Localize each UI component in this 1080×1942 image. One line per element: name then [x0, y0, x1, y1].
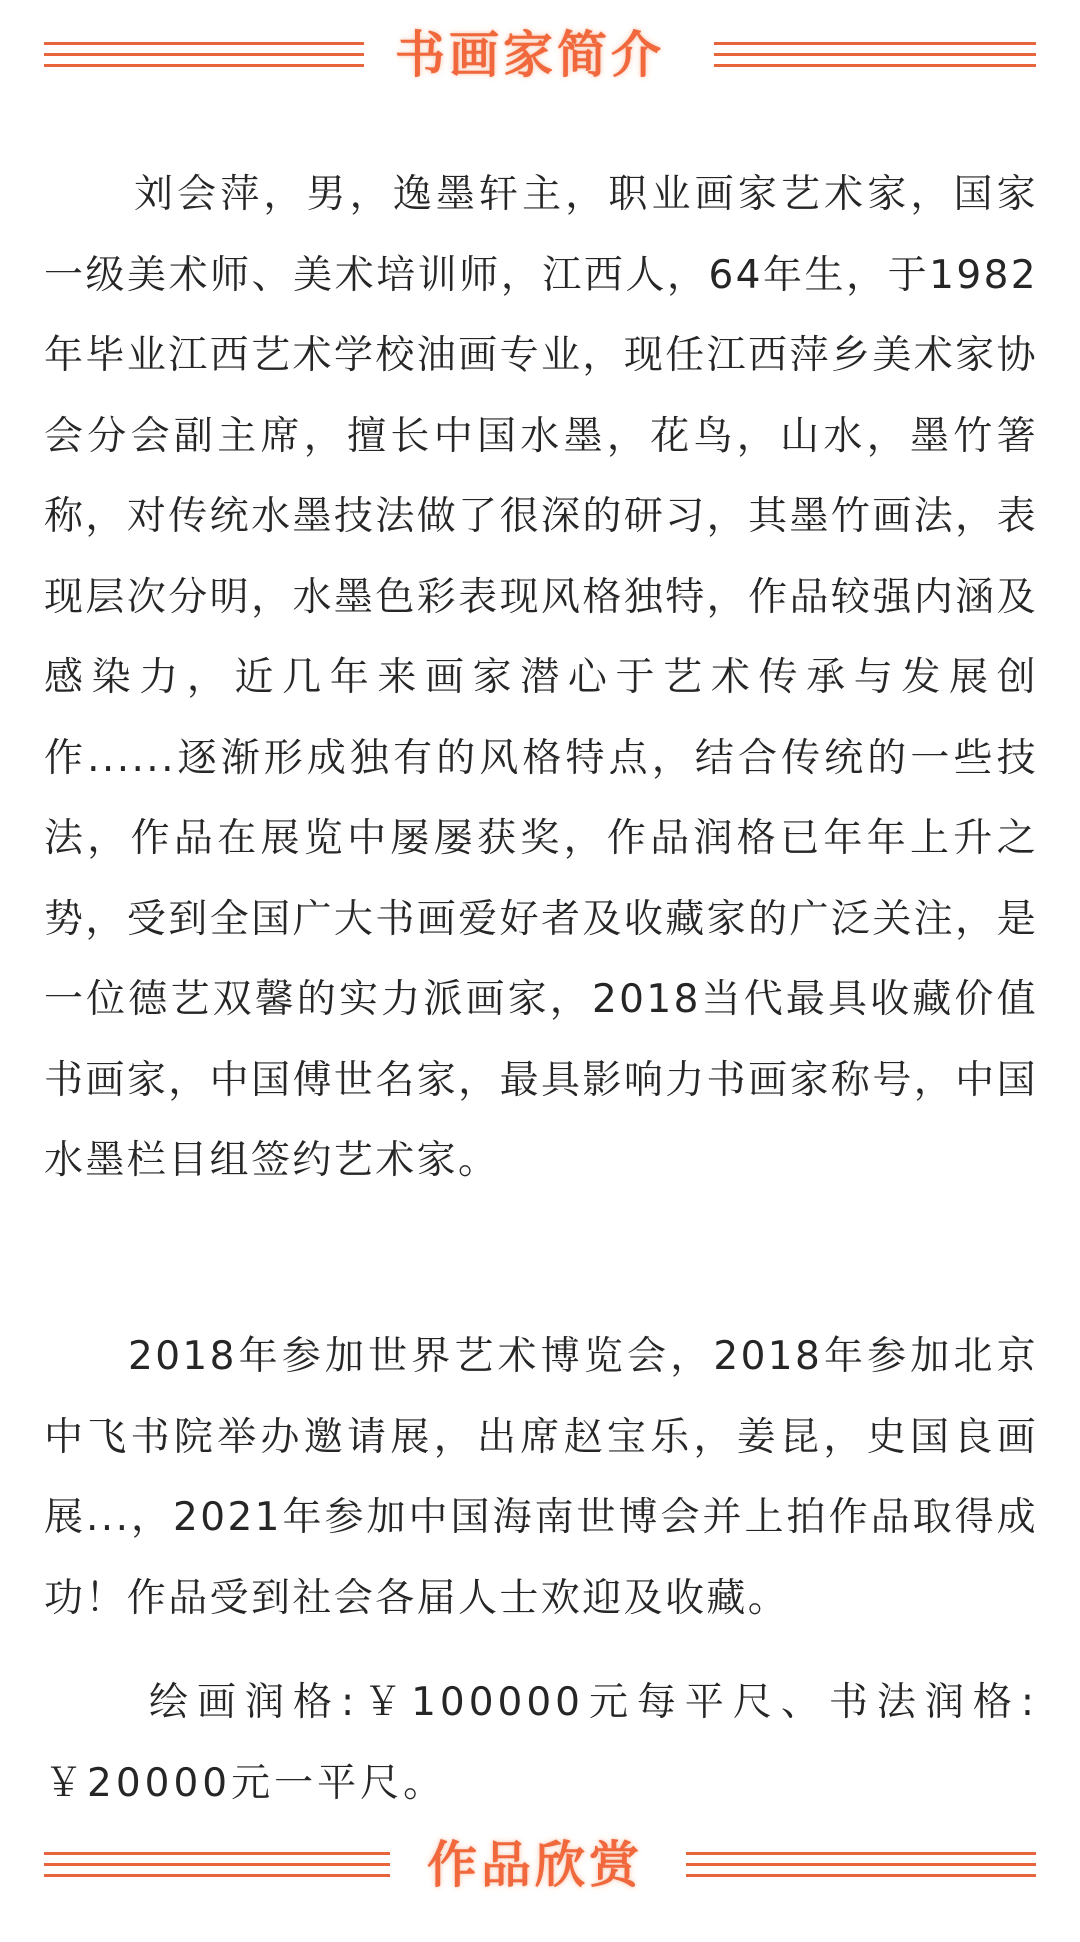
price-paragraph: 绘画润格:￥100000元每平尺、书法润格:￥20000元一平尺。 [44, 1680, 1038, 1806]
biography-paragraph: 刘会萍，男，逸墨轩主，职业画家艺术家，国家一级美术师、美术培训师，江西人，64年生，于1982年毕业江西艺术学校油画专业，现任江西萍乡美术家协会分会副主席，擅长中国水墨，花鸟，山水，墨竹箸称，对传统水墨技法做了很深的研习，其墨竹画法，表现层次分明，水墨色彩表现风格独特，作品较强内涵及感染力，近几年来画家潜心于艺术传承与发展创作......逐渐形成独有的风格特点，结合传统的一些技法，作品在展览中屡屡获奖，作品润格已年年上升之势，受到全国广大书画爱好者及收藏家的广泛关注，是一位德艺双馨的实力派画家，2018当代最具收藏价值书画家，中国傅世名家，最具影响力书画家称号，中国水墨栏目组签约艺术家。 [44, 172, 1038, 1183]
right-decorative-lines [714, 42, 1036, 68]
works-title: 作品欣赏 [427, 1836, 643, 1894]
left-decorative-lines [44, 1852, 390, 1878]
intro-title: 书画家简介 [395, 26, 665, 84]
intro-section-header [0, 20, 1080, 90]
exhibition-paragraph: 2018年参加世界艺术博览会，2018年参加北京中飞书院举办邀请展，出席赵宝乐，姜昆，史国良画展...，2021年参加中国海南世博会并上拍作品取得成功！作品受到社会各届人士欢迎及收藏。 [44, 1334, 1038, 1621]
right-decorative-lines [686, 1852, 1036, 1878]
left-decorative-lines [44, 42, 364, 68]
works-section-header [0, 1830, 1080, 1900]
